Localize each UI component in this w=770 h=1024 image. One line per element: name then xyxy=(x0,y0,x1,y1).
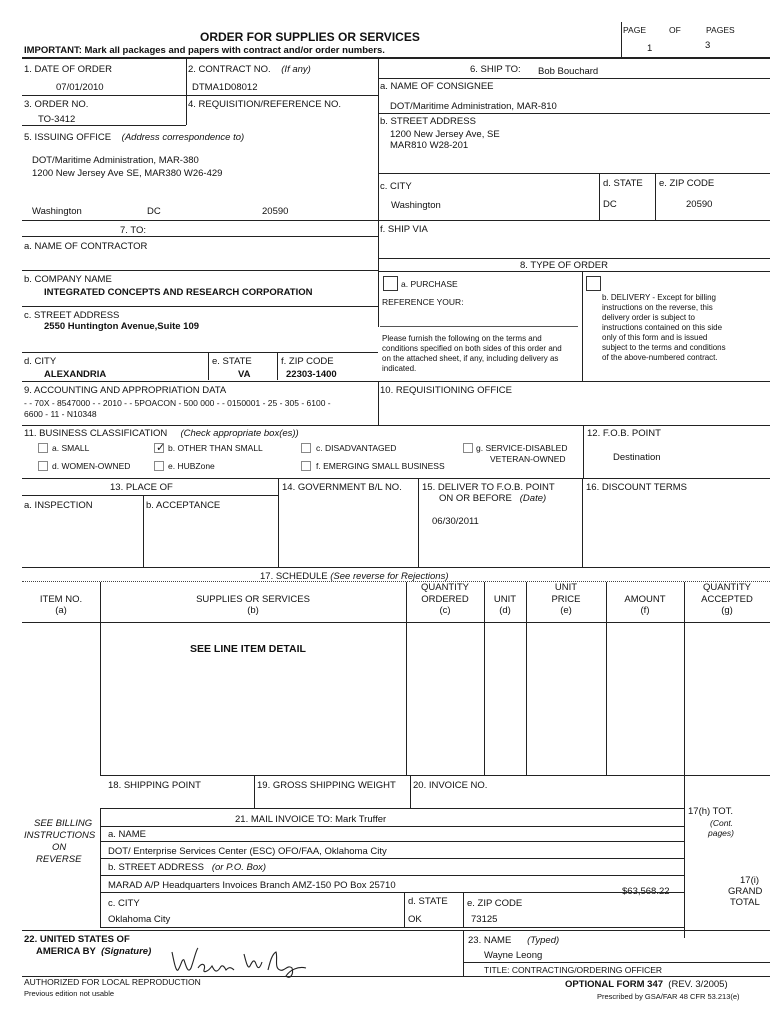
invoice-street-label xyxy=(108,862,266,873)
delivery-line-4: instructions contained on this side xyxy=(602,323,723,332)
delivery-line-6: subject to the terms and conditions xyxy=(602,343,726,352)
contractor-street[interactable]: 2550 Huntington Avenue,Suite 109 xyxy=(44,321,200,332)
of-label: OF xyxy=(669,25,681,35)
billing-line-1: SEE BILLING xyxy=(34,818,93,829)
delivery-line-2: instructions on the reverse, this xyxy=(602,303,713,312)
col-unit-price-1: UNIT xyxy=(554,582,578,593)
col-item-no-letter: (a) xyxy=(55,605,67,616)
form-revision: (REV. 3/2005) xyxy=(668,979,728,990)
optional-form xyxy=(565,979,728,990)
delivery-line-7: of the above-numbered contract. xyxy=(602,353,718,362)
furnish-line-4: indicated. xyxy=(382,364,417,373)
date-of-order[interactable]: 07/01/2010 xyxy=(56,82,104,93)
invoice-zip-label: e. ZIP CODE xyxy=(467,898,523,909)
furnish-line-2: conditions specified on both sides of this order and xyxy=(382,344,562,353)
issuing-office-zip[interactable]: 20590 xyxy=(262,206,289,217)
consignee-name[interactable]: DOT/Maritime Administration, MAR-810 xyxy=(390,101,557,112)
deliver-on-before: ON OR BEFORE xyxy=(439,493,512,504)
contractor-zip[interactable]: 22303-1400 xyxy=(286,369,337,380)
tot-h-note-2: pages) xyxy=(708,828,734,838)
deliver-fob-label-2 xyxy=(439,493,546,504)
invoice-street-note: (or P.O. Box) xyxy=(211,862,267,873)
place-of-label: 13. PLACE OF xyxy=(110,482,173,493)
important-note: IMPORTANT: Mark all packages and papers with contract and/or order numbers. xyxy=(24,45,385,56)
to-label: 7. TO: xyxy=(120,225,147,236)
sdvo-label-2: VETERAN-OWNED xyxy=(490,454,566,464)
ship-to-name[interactable]: Bob Bouchard xyxy=(538,66,599,77)
signature-label: (Signature) xyxy=(101,946,152,957)
name-typed-label-text: 23. NAME xyxy=(468,935,512,946)
delivery-line-1: b. DELIVERY - Except for billing xyxy=(602,293,716,302)
col-qty-accepted-letter: (g) xyxy=(721,605,733,616)
ship-state-label: d. STATE xyxy=(603,178,643,189)
tot-i-label: 17(i) xyxy=(740,875,760,886)
issuing-office-line2[interactable]: 1200 New Jersey Ave SE, MAR380 W26-429 xyxy=(32,168,223,179)
us-america-label-2 xyxy=(36,946,151,957)
contractor-street-label: c. STREET ADDRESS xyxy=(24,310,120,321)
deliver-fob-label-1: 15. DELIVER TO F.O.B. POINT xyxy=(422,482,555,493)
col-qty-accepted-1: QUANTITY xyxy=(702,582,752,593)
consignee-label: a. NAME OF CONSIGNEE xyxy=(380,81,494,92)
col-amount-letter: (f) xyxy=(640,605,650,616)
ship-zip[interactable]: 20590 xyxy=(686,199,713,210)
col-unit-price-2: PRICE xyxy=(551,594,581,605)
other-than-small-label: b. OTHER THAN SMALL xyxy=(168,443,263,453)
acceptance-label: b. ACCEPTANCE xyxy=(146,500,221,511)
fob-point-label: 12. F.O.B. POINT xyxy=(587,428,661,439)
order-no[interactable]: TO-3412 xyxy=(38,114,76,125)
invoice-street[interactable]: MARAD A/P Headquarters Invoices Branch AMZ-150 PO Box 25710 xyxy=(108,880,396,891)
requisitioning-office-label: 10. REQUISITIONING OFFICE xyxy=(380,385,512,396)
small-checkbox[interactable] xyxy=(38,443,48,453)
furnish-line-3: on the attached sheet, if any, including delivery as xyxy=(382,354,559,363)
company-name[interactable]: INTEGRATED CONCEPTS AND RESEARCH CORPORATION xyxy=(44,287,313,298)
sdvo-checkbox[interactable] xyxy=(463,443,473,453)
accounting-line-1[interactable]: - - 70X - 8547000 - - 2010 - - 5POACON - 500 000 - - 0150001 - 25 - 305 - 6100 - xyxy=(24,398,331,408)
schedule-note: (See reverse for Rejections) xyxy=(330,571,449,582)
order-no-label: 3. ORDER NO. xyxy=(24,99,89,110)
col-qty-letter: (c) xyxy=(439,605,451,616)
issuing-office-line1[interactable]: DOT/Maritime Administration, MAR-380 xyxy=(32,155,199,166)
women-owned-checkbox[interactable] xyxy=(38,461,48,471)
deliver-date[interactable]: 06/30/2011 xyxy=(432,516,479,527)
signer-name[interactable]: Wayne Leong xyxy=(484,950,543,961)
issuing-office-label-text: 5. ISSUING OFFICE xyxy=(24,132,112,143)
contract-no[interactable]: DTMA1D08012 xyxy=(192,82,258,93)
business-class-label-text: 11. BUSINESS CLASSIFICATION xyxy=(24,428,168,439)
tot-h-note-1: (Cont. xyxy=(710,818,734,828)
contract-ifany: (If any) xyxy=(281,64,311,75)
invoice-zip[interactable]: 73125 xyxy=(471,914,498,925)
other-than-small-checkbox[interactable] xyxy=(154,443,164,453)
delivery-checkbox[interactable] xyxy=(586,276,601,291)
billing-line-2: INSTRUCTIONS xyxy=(24,830,96,841)
business-class-label xyxy=(24,428,299,439)
hubzone-label: e. HUBZone xyxy=(168,461,215,471)
purchase-checkbox[interactable] xyxy=(383,276,398,291)
invoice-name[interactable]: DOT/ Enterprise Services Center (ESC) OFO/FAA, Oklahoma City xyxy=(108,846,387,857)
col-unit: UNIT xyxy=(493,594,517,605)
accounting-label: 9. ACCOUNTING AND APPROPRIATION DATA xyxy=(24,385,227,396)
invoice-city-label: c. CITY xyxy=(108,898,140,909)
furnish-line-1: Please furnish the following on the terms and xyxy=(382,334,542,343)
ship-city[interactable]: Washington xyxy=(391,200,441,211)
inspection-label: a. INSPECTION xyxy=(24,500,93,511)
ship-to-label: 6. SHIP TO: xyxy=(470,64,521,75)
contractor-state[interactable]: VA xyxy=(238,369,251,380)
invoice-no-label: 20. INVOICE NO. xyxy=(413,780,488,791)
contract-no-label xyxy=(188,64,311,75)
gross-weight-label: 19. GROSS SHIPPING WEIGHT xyxy=(257,780,396,791)
prescribed-by: Prescribed by GSA/FAR 48 CFR 53.213(e) xyxy=(597,992,740,1001)
page-number: 1 xyxy=(647,43,653,54)
shipping-point-label: 18. SHIPPING POINT xyxy=(108,780,201,791)
company-name-label: b. COMPANY NAME xyxy=(24,274,112,285)
col-supplies: SUPPLIES OR SERVICES xyxy=(196,594,310,605)
emerging-label: f. EMERGING SMALL BUSINESS xyxy=(316,461,445,471)
emerging-checkbox[interactable] xyxy=(301,461,311,471)
women-owned-label: d. WOMEN-OWNED xyxy=(52,461,131,471)
mail-invoice-to[interactable]: Mark Truffer xyxy=(335,814,387,825)
business-class-note: (Check appropriate box(es)) xyxy=(180,428,299,439)
col-qty-accepted-2: ACCEPTED xyxy=(701,594,753,605)
typed-note: (Typed) xyxy=(527,935,560,946)
total-label: TOTAL xyxy=(730,897,760,908)
signer-title: TITLE: CONTRACTING/ORDERING OFFICER xyxy=(484,965,663,975)
pages-total: 3 xyxy=(705,40,711,51)
schedule-label-text: 17. SCHEDULE xyxy=(260,571,328,582)
requisition-label: 4. REQUISITION/REFERENCE NO. xyxy=(188,99,342,110)
form-title: ORDER FOR SUPPLIES OR SERVICES xyxy=(200,30,420,44)
ship-street-label: b. STREET ADDRESS xyxy=(380,116,476,127)
sdvo-label-1: g. SERVICE-DISABLED xyxy=(476,443,568,453)
type-of-order-label: 8. TYPE OF ORDER xyxy=(520,260,608,271)
delivery-line-5: only of this form and is issued xyxy=(602,333,708,342)
name-typed-label xyxy=(468,935,559,946)
invoice-state-label: d. STATE xyxy=(408,896,448,907)
contractor-state-label: e. STATE xyxy=(212,356,252,367)
col-supplies-letter: (b) xyxy=(247,605,259,616)
delivery-line-3: delivery order is subject to xyxy=(602,313,695,322)
contractor-name-label: a. NAME OF CONTRACTOR xyxy=(24,241,148,252)
contractor-city[interactable]: ALEXANDRIA xyxy=(44,369,107,380)
contractor-city-label: d. CITY xyxy=(24,356,57,367)
col-item-no: ITEM NO. xyxy=(39,594,83,605)
ship-state[interactable]: DC xyxy=(603,199,617,210)
authorized-reproduction: AUTHORIZED FOR LOCAL REPRODUCTION xyxy=(24,977,201,987)
ship-street-1[interactable]: 1200 New Jersey Ave, SE xyxy=(390,129,500,140)
tot-h-label: 17(h) TOT. xyxy=(688,806,734,817)
grand-label: GRAND xyxy=(728,886,763,897)
previous-edition: Previous edition not usable xyxy=(24,989,115,998)
billing-line-3: ON xyxy=(52,842,67,853)
invoice-city[interactable]: Oklahoma City xyxy=(108,914,171,925)
checkmark-icon: ✓ xyxy=(156,442,166,454)
invoice-name-label: a. NAME xyxy=(108,829,147,840)
page-label: PAGE xyxy=(623,25,646,35)
issuing-office-state[interactable]: DC xyxy=(147,206,161,217)
col-unit-price-letter: (e) xyxy=(560,605,572,616)
small-label: a. SMALL xyxy=(52,443,90,453)
billing-line-4: REVERSE xyxy=(36,854,82,865)
issuing-office-note: (Address correspondence to) xyxy=(121,132,245,143)
ship-city-label: c. CITY xyxy=(380,181,412,192)
ship-street-2[interactable]: MAR810 W28-201 xyxy=(390,140,469,151)
invoice-state[interactable]: OK xyxy=(408,914,422,925)
issuing-office-city[interactable]: Washington xyxy=(32,206,82,217)
gov-bl-label: 14. GOVERNMENT B/L NO. xyxy=(282,482,402,493)
accounting-line-2[interactable]: 6600 - 11 - N10348 xyxy=(24,409,97,419)
discount-terms-label: 16. DISCOUNT TERMS xyxy=(586,482,688,493)
reference-your-label: REFERENCE YOUR: xyxy=(382,297,464,307)
ship-zip-label: e. ZIP CODE xyxy=(659,178,715,189)
disadvantaged-checkbox[interactable] xyxy=(301,443,311,453)
hubzone-checkbox[interactable] xyxy=(154,461,164,471)
col-qty-2: ORDERED xyxy=(421,594,469,605)
mail-invoice-label-text: 21. MAIL INVOICE TO: xyxy=(235,814,333,825)
col-qty-1: QUANTITY xyxy=(420,582,470,593)
col-amount: AMOUNT xyxy=(624,594,666,605)
optional-form-number: OPTIONAL FORM 347 xyxy=(565,979,664,990)
purchase-label: a. PURCHASE xyxy=(401,279,458,289)
contractor-zip-label: f. ZIP CODE xyxy=(281,356,334,367)
pages-label: PAGES xyxy=(706,25,735,35)
date-of-order-label: 1. DATE OF ORDER xyxy=(24,64,112,75)
contract-no-label-text: 2. CONTRACT NO. xyxy=(188,64,271,75)
grand-total-amount[interactable]: $63,568.22 xyxy=(622,886,670,897)
fob-point[interactable]: Destination xyxy=(613,452,661,463)
ship-via-label: f. SHIP VIA xyxy=(380,224,428,235)
us-america-label-1: 22. UNITED STATES OF xyxy=(24,934,130,945)
issuing-office-label xyxy=(24,132,244,143)
disadvantaged-label: c. DISADVANTAGED xyxy=(316,443,397,453)
mail-invoice-label xyxy=(235,814,386,825)
invoice-street-label-text: b. STREET ADDRESS xyxy=(108,862,204,873)
col-unit-letter: (d) xyxy=(499,605,511,616)
see-line-item-detail: SEE LINE ITEM DETAIL xyxy=(190,643,306,655)
america-by: AMERICA BY xyxy=(36,946,96,957)
deliver-date-note: (Date) xyxy=(519,493,547,504)
